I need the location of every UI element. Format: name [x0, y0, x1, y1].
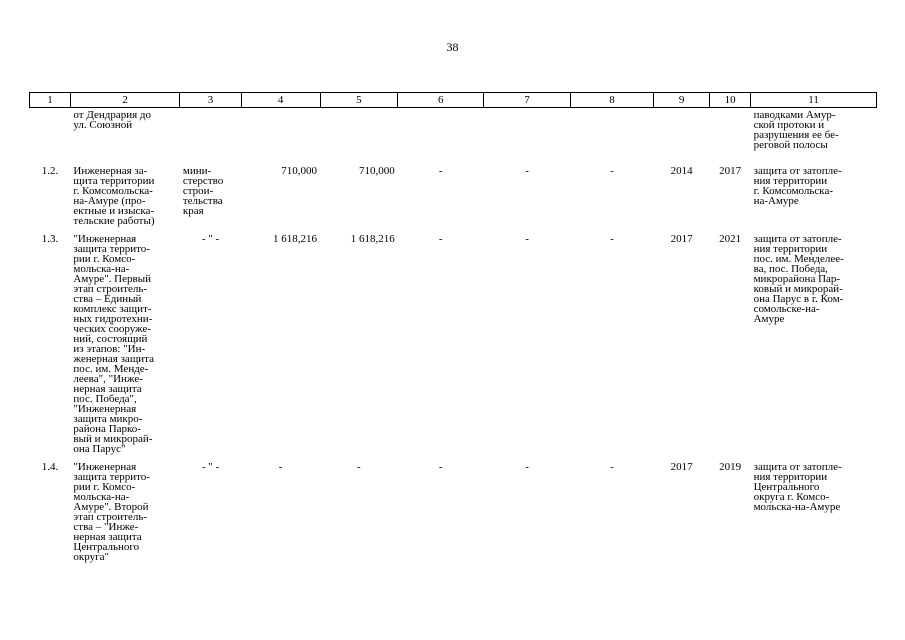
header-col-2: 2	[70, 93, 179, 108]
header-col-10: 10	[710, 93, 751, 108]
row-number: 1.2.	[41, 165, 59, 177]
table-row	[30, 166, 877, 234]
header-row	[30, 93, 877, 108]
start-year: 2014	[670, 165, 693, 177]
expected-result: защита от затопле- ния территории г. Комсомольска- на-Амуре	[753, 165, 842, 207]
table-row	[30, 234, 877, 462]
measure-name: "Инженерная защита террито- рии г. Комсо- мольска-на- Амуре". Первый этап строитель- ства – Единый комплекс защит- ных гидротехни- ческих сооруже- ний, состоящий из этапов: "Ин- женерная защита пос. им. Менде- леева", "Инже- нерная защита пос. Победа", "Инженерная защита микро- района Парко- вый и микрорай- она Парус"	[73, 233, 154, 455]
amount-col-8: -	[610, 165, 614, 177]
expected-result: защита от затопле- ния территории Центрального округа г. Комсо- мольска-на-Амуре	[753, 461, 842, 513]
program-table	[29, 92, 877, 570]
header-col-6: 6	[398, 93, 484, 108]
executor: - " -	[201, 461, 220, 473]
start-year: 2017	[670, 233, 693, 245]
measure-name: Инженерная за- щита территории г. Комсомольска- на-Амуре (про- ектные и изыска- тельские работы)	[73, 165, 155, 227]
header-col-9: 9	[653, 93, 709, 108]
amount-col-5: 1 618,216	[350, 233, 395, 245]
page-number: 38	[446, 40, 459, 54]
header-col-5: 5	[320, 93, 398, 108]
end-year: 2017	[719, 165, 742, 177]
total-amount: -	[278, 461, 283, 473]
amount-col-6: -	[438, 233, 443, 245]
amount-col-5: -	[357, 461, 361, 473]
expected-result: защита от затопле- ния территории пос. им. Менделее- ва, пос. Победа, микрорайона Пар- ковый и микрорай- она Парус в г. Ком- сомольске-на- Амуре	[753, 233, 844, 325]
end-year: 2019	[719, 461, 742, 473]
continued-result-cell: паводками Амур- ской протоки и разрушения ее бе- реговой полосы	[753, 109, 839, 151]
header-col-4: 4	[241, 93, 320, 108]
amount-col-6: -	[438, 165, 443, 177]
header-col-1: 1	[30, 93, 71, 108]
measure-name: "Инженерная защита террито- рии г. Комсо- мольска-на- Амуре". Второй этап строитель- ства – "Инже- нерная защита Центрального округа"	[73, 461, 150, 563]
continued-name-cell: от Дендрария до ул. Союзной	[73, 109, 151, 131]
header-col-8: 8	[571, 93, 654, 108]
table-row	[30, 462, 877, 570]
amount-col-7: -	[525, 165, 529, 177]
row-number: 1.4.	[41, 461, 59, 473]
start-year: 2017	[670, 461, 693, 473]
continuation-row	[30, 108, 877, 167]
header-col-7: 7	[484, 93, 571, 108]
executor: - " -	[201, 233, 220, 245]
header-col-3: 3	[180, 93, 241, 108]
total-amount: 710,000	[281, 165, 317, 177]
amount-col-5: 710,000	[358, 165, 395, 177]
amount-col-7: -	[525, 461, 529, 473]
total-amount: 1 618,216	[273, 233, 317, 245]
executor: мини- стерство строи- тельства края	[182, 165, 224, 217]
amount-col-8: -	[610, 461, 614, 473]
row-number: 1.3.	[41, 233, 59, 245]
amount-col-7: -	[525, 233, 529, 245]
amount-col-6: -	[438, 461, 443, 473]
end-year: 2021	[719, 233, 742, 245]
amount-col-8: -	[610, 233, 614, 245]
header-col-11: 11	[751, 93, 877, 108]
